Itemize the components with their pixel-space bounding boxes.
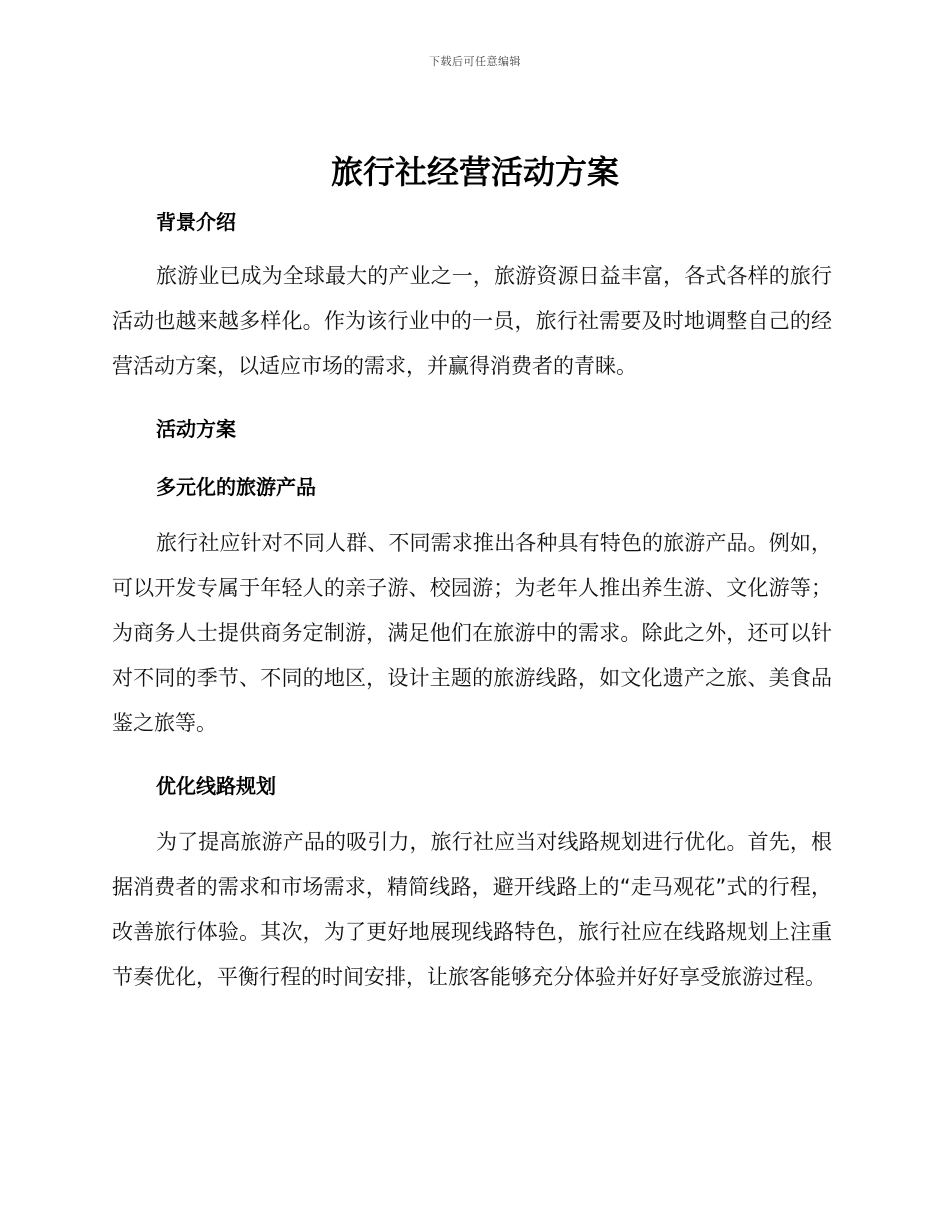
document-body	[112, 200, 832, 1000]
section-heading-route-optimization: 优化线路规划	[156, 774, 276, 798]
section-heading-activity-plan: 活动方案	[156, 417, 236, 441]
section-paragraph-background: 旅游业已成为全球最大的产业之一，旅游资源日益丰富，各式各样的旅行活动也越来越多样化。作为该行业中的一员，旅行社需要及时地调整自己的经营活动方案，以适应市场的需求，并赢得消费者的青睐。	[112, 264, 832, 378]
section-heading-diversified-products: 多元化的旅游产品	[156, 475, 316, 499]
header-note: 下载后可任意编辑	[429, 55, 521, 68]
document-title: 旅行社经营活动方案	[330, 153, 619, 191]
section-heading-background: 背景介绍	[156, 210, 236, 234]
section-paragraph-diversified-products: 旅行社应针对不同人群、不同需求推出各种具有特色的旅游产品。例如，可以开发专属于年轻人的亲子游、校园游；为老年人推出养生游、文化游等；为商务人士提供商务定制游，满足他们在旅游中的需求。除此之外，还可以针对不同的季节、不同的地区，设计主题的旅游线路，如文化遗产之旅、美食品鉴之旅等。	[112, 531, 832, 735]
section-paragraph-route-optimization: 为了提高旅游产品的吸引力，旅行社应当对线路规划进行优化。首先，根据消费者的需求和市场需求，精简线路，避开线路上的“走马观花”式的行程，改善旅行体验。其次，为了更好地展现线路特色，旅行社应在线路规划上注重节奏优化，平衡行程的时间安排，让旅客能够充分体验并好好享受旅游过程。	[112, 830, 832, 989]
